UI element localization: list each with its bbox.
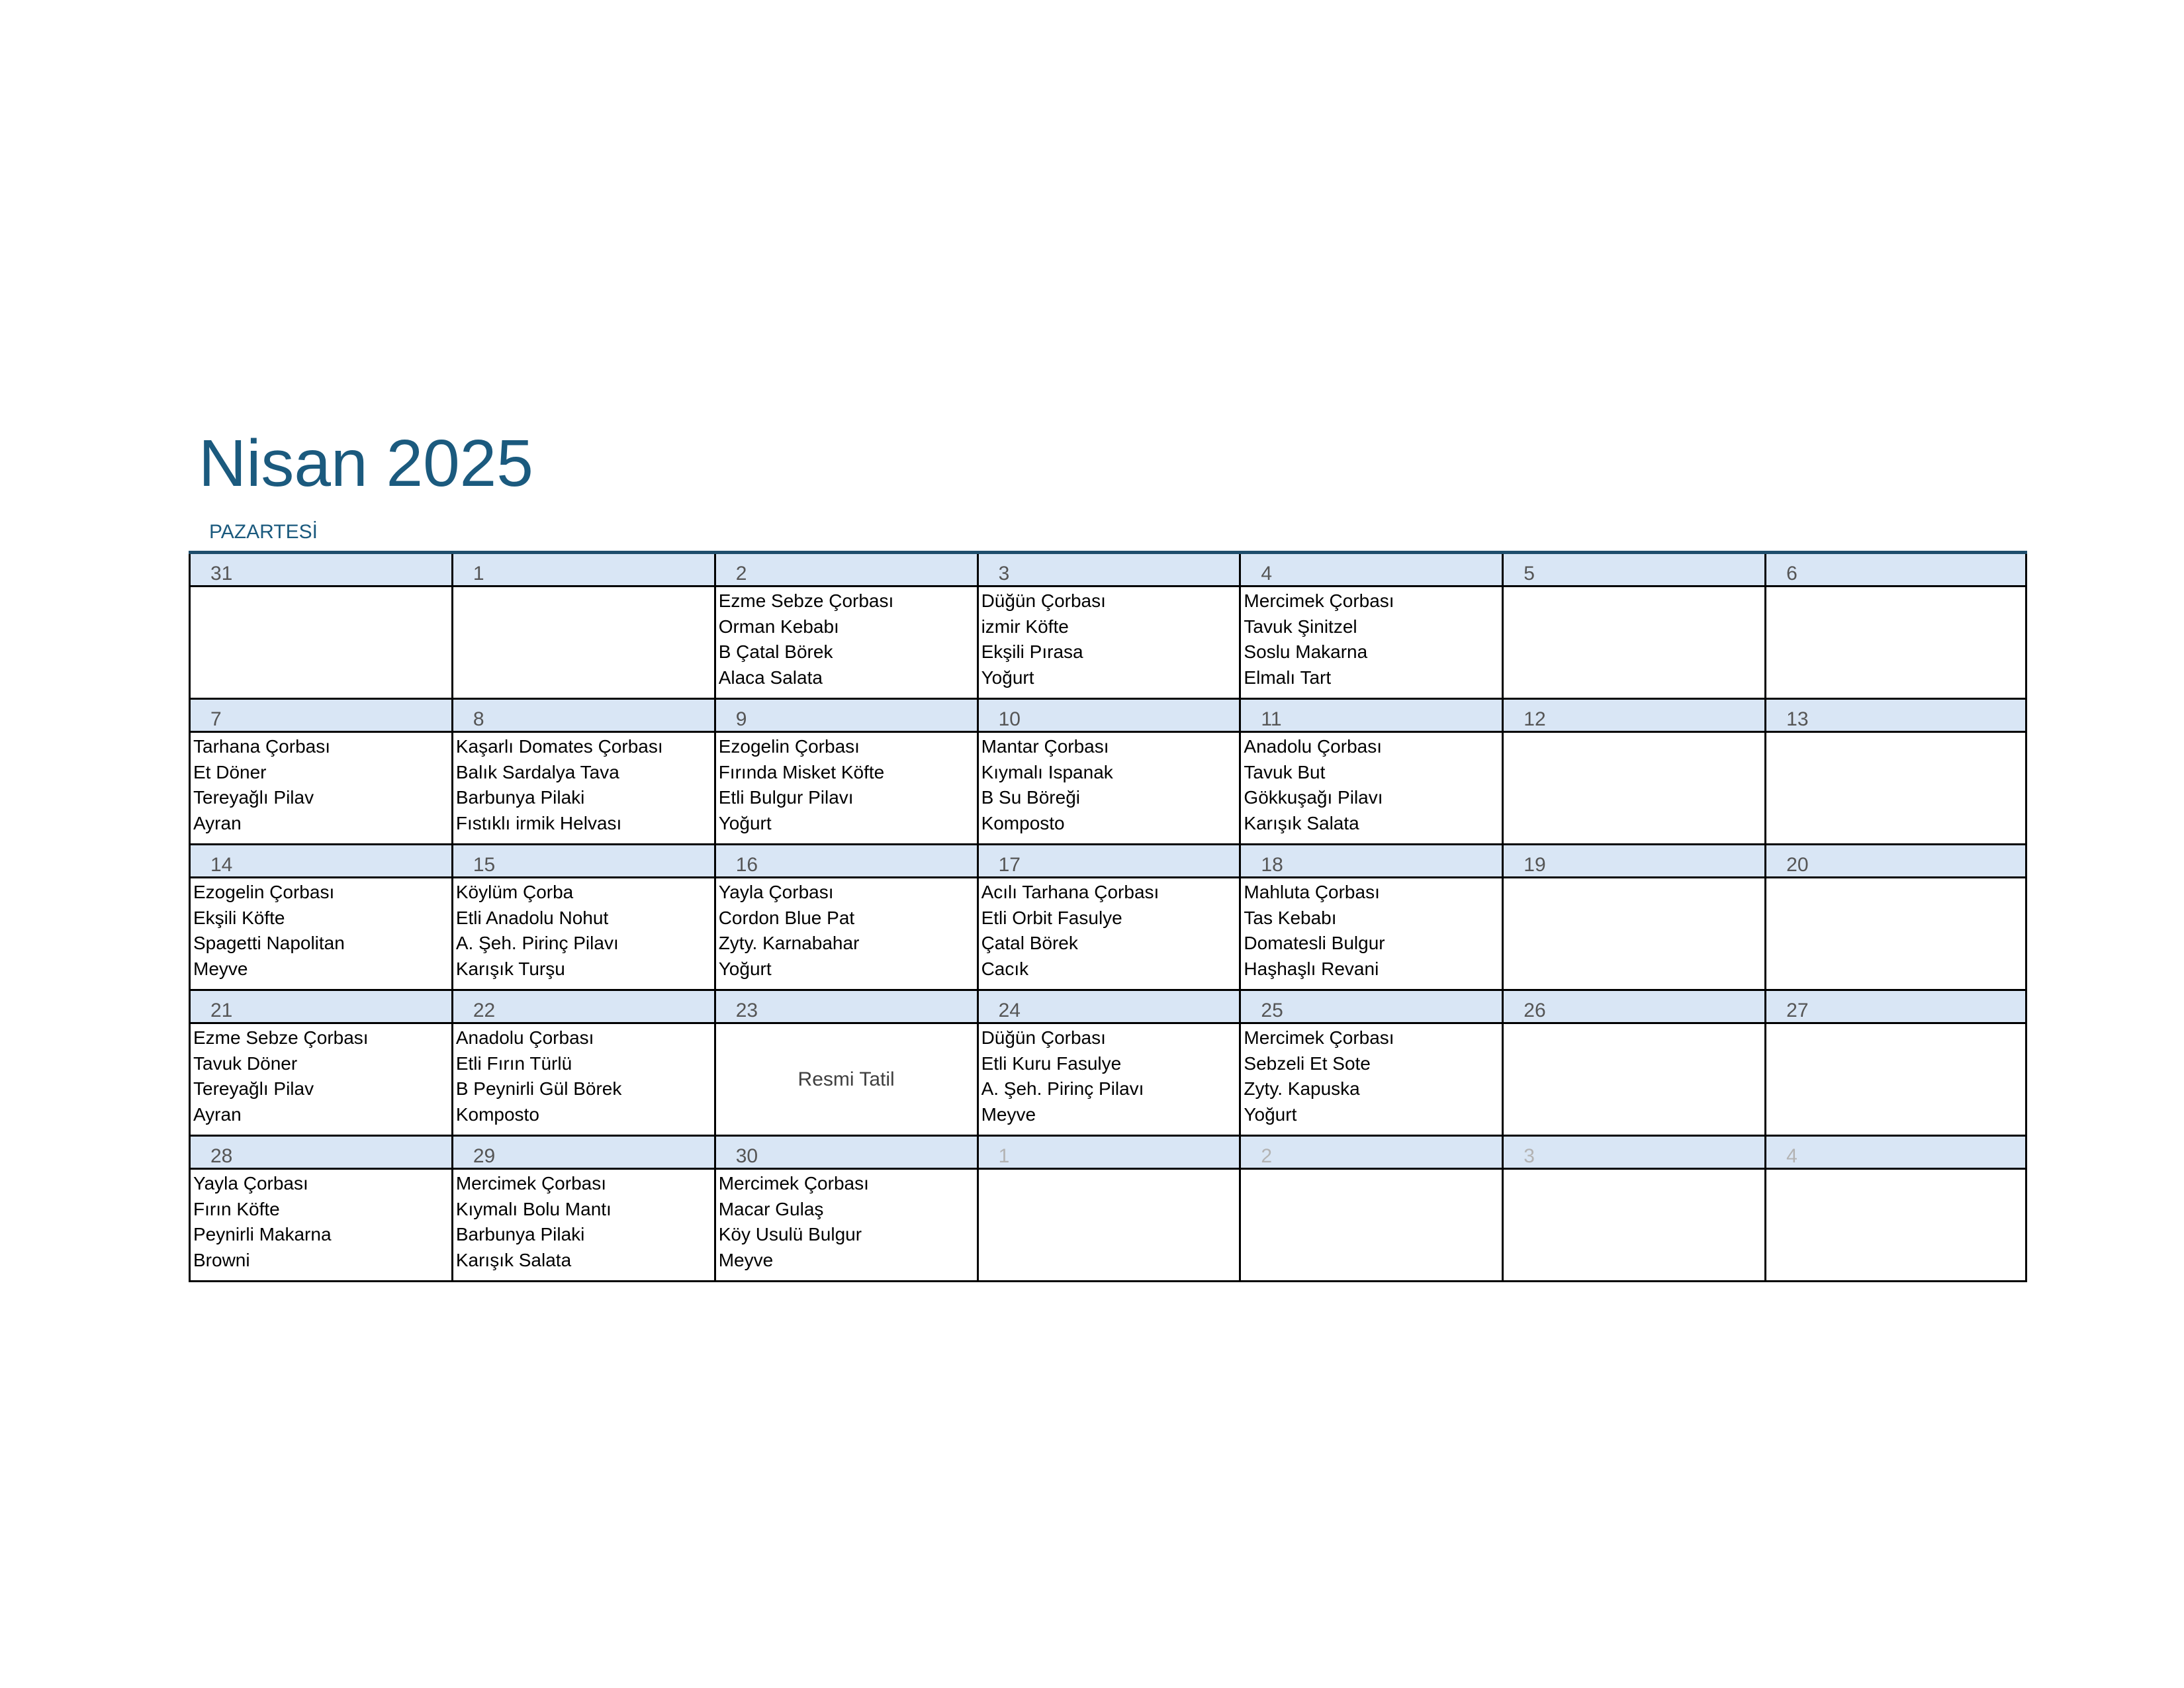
menu-item: izmir Köfte — [981, 616, 1069, 637]
day-cell[interactable] — [977, 845, 1240, 991]
date-number: 8 — [473, 708, 484, 730]
menu-item: Karışık Salata — [1244, 812, 1359, 833]
date-header — [979, 700, 1240, 733]
menu-item: Meyve — [718, 1249, 774, 1270]
date-number: 23 — [735, 1000, 758, 1021]
day-cell[interactable] — [451, 554, 714, 700]
menu-item: Sebzeli Et Sote — [1244, 1053, 1371, 1074]
date-header — [1241, 845, 1502, 878]
date-header — [716, 991, 977, 1024]
date-number: 22 — [473, 1000, 496, 1021]
date-header — [1241, 991, 1502, 1024]
date-header — [1766, 991, 2025, 1024]
date-number: 26 — [1524, 1000, 1546, 1021]
date-number: 17 — [998, 854, 1021, 876]
menu-item: Etli Bulgur Pilavı — [718, 787, 854, 808]
menu-item: Tas Kebabı — [1244, 907, 1337, 928]
menu-item: Barbunya Pilaki — [455, 1224, 585, 1244]
menu-item: Karışık Turşu — [455, 958, 565, 979]
menu-item: Spagetti Napolitan — [193, 933, 345, 953]
date-number: 13 — [1786, 708, 1809, 730]
menu-list — [456, 1171, 711, 1273]
date-number: 14 — [210, 854, 233, 876]
menu-item: Cordon Blue Pat — [718, 907, 855, 928]
date-number: 18 — [1261, 854, 1283, 876]
day-cell[interactable] — [189, 845, 451, 991]
date-number: 10 — [998, 708, 1021, 730]
menu-list — [456, 734, 711, 836]
day-cell[interactable] — [714, 845, 977, 991]
menu-item: Ezogelin Çorbası — [193, 882, 335, 902]
menu-item: Yayla Çorbası — [193, 1173, 308, 1194]
menu-item: Acılı Tarhana Çorbası — [981, 882, 1160, 902]
menu-item: Düğün Çorbası — [981, 590, 1106, 611]
day-cell[interactable] — [714, 554, 977, 700]
menu-item: Komposto — [455, 1103, 539, 1125]
date-header — [191, 554, 451, 587]
menu-item: Tereyağlı Pilav — [193, 1078, 314, 1099]
menu-item: A. Şeh. Pirinç Pilavı — [455, 933, 619, 953]
menu-item: Et Döner — [193, 761, 267, 782]
date-header — [716, 700, 977, 733]
date-number: 30 — [735, 1145, 758, 1167]
date-header — [453, 554, 714, 587]
menu-item: Yoğurt — [1244, 1103, 1297, 1125]
day-cell[interactable] — [977, 554, 1240, 700]
menu-item: Mercimek Çorbası — [1244, 1027, 1394, 1048]
date-header — [191, 700, 451, 733]
menu-item: Fırın Köfte — [193, 1198, 280, 1219]
day-cell[interactable] — [714, 991, 977, 1137]
day-cell[interactable] — [1764, 554, 2027, 700]
date-header — [716, 1137, 977, 1170]
menu-list — [1244, 734, 1499, 836]
menu-list — [981, 1025, 1237, 1127]
date-number: 16 — [735, 854, 758, 876]
date-number: 3 — [1524, 1145, 1535, 1167]
day-cell[interactable] — [1239, 554, 1502, 700]
menu-list — [193, 1025, 449, 1127]
day-cell[interactable] — [977, 700, 1240, 845]
date-header — [716, 845, 977, 878]
date-header — [191, 845, 451, 878]
menu-item: Çatal Börek — [981, 933, 1078, 953]
date-header — [1504, 845, 1764, 878]
menu-item: Balık Sardalya Tava — [455, 761, 619, 782]
menu-item: B Su Böreği — [981, 787, 1080, 808]
menu-list — [719, 880, 974, 982]
menu-item: Köylüm Çorba — [455, 882, 574, 902]
menu-item: Anadolu Çorbası — [1244, 736, 1382, 757]
menu-item: Yoğurt — [718, 958, 772, 979]
date-header — [453, 845, 714, 878]
menu-item: B Peynirli Gül Börek — [455, 1078, 622, 1099]
day-cell[interactable] — [451, 700, 714, 845]
menu-item: Peynirli Makarna — [193, 1224, 332, 1244]
menu-item: Ekşili Köfte — [193, 907, 285, 928]
day-cell[interactable] — [1502, 700, 1764, 845]
menu-item: Ekşili Pırasa — [981, 641, 1083, 662]
holiday-note: Resmi Tatil — [797, 1068, 895, 1090]
date-header — [191, 1137, 451, 1170]
menu-item: Elmalı Tart — [1244, 667, 1332, 688]
menu-item: B Çatal Börek — [718, 641, 833, 662]
date-header — [1241, 554, 1502, 587]
menu-list — [981, 880, 1237, 982]
menu-item: Barbunya Pilaki — [455, 787, 585, 808]
menu-item: Kıymalı Ispanak — [981, 761, 1113, 782]
date-number: 11 — [1261, 708, 1282, 730]
date-header — [453, 700, 714, 733]
date-number: 28 — [210, 1145, 233, 1167]
menu-list — [981, 734, 1237, 836]
day-cell[interactable] — [1239, 845, 1502, 991]
menu-list — [193, 734, 449, 836]
menu-item: Cacık — [981, 958, 1029, 979]
menu-list — [193, 1171, 449, 1273]
day-cell[interactable] — [451, 991, 714, 1137]
menu-item: Gökkuşağı Pilavı — [1244, 787, 1383, 808]
menu-item: Yoğurt — [981, 667, 1034, 688]
menu-item: Düğün Çorbası — [981, 1027, 1106, 1048]
menu-item: Etli Anadolu Nohut — [455, 907, 609, 928]
menu-item: Etli Fırın Türlü — [455, 1053, 572, 1074]
menu-item: Yoğurt — [718, 812, 772, 833]
menu-item: Kaşarlı Domates Çorbası — [455, 736, 663, 757]
menu-item: Anadolu Çorbası — [455, 1027, 594, 1048]
menu-item: Mantar Çorbası — [981, 736, 1109, 757]
date-number: 1 — [998, 1145, 1010, 1167]
day-cell[interactable] — [977, 991, 1240, 1137]
day-cell[interactable] — [1239, 700, 1502, 845]
day-cell[interactable] — [1239, 991, 1502, 1137]
menu-item: Meyve — [193, 958, 248, 979]
day-cell[interactable] — [1502, 991, 1764, 1137]
date-header — [979, 554, 1240, 587]
date-header — [1241, 700, 1502, 733]
day-cell[interactable] — [1764, 700, 2027, 845]
day-cell[interactable] — [977, 1137, 1240, 1282]
weekday-label: PAZARTESİ — [209, 521, 318, 543]
menu-list — [193, 880, 449, 982]
menu-item: Mercimek Çorbası — [718, 1173, 869, 1194]
date-number: 29 — [473, 1145, 496, 1167]
date-header — [1766, 700, 2025, 733]
menu-item: Meyve — [981, 1103, 1036, 1125]
menu-item: A. Şeh. Pirinç Pilavı — [981, 1078, 1144, 1099]
day-cell[interactable] — [714, 1137, 977, 1282]
day-cell[interactable] — [1239, 1137, 1502, 1282]
menu-item: Ezme Sebze Çorbası — [718, 590, 894, 611]
date-number: 6 — [1786, 563, 1797, 585]
menu-item: Mercimek Çorbası — [455, 1173, 607, 1194]
day-cell[interactable] — [189, 991, 451, 1137]
menu-list — [719, 588, 974, 690]
date-number: 9 — [735, 708, 747, 730]
day-cell[interactable] — [1764, 845, 2027, 991]
day-cell[interactable] — [451, 845, 714, 991]
day-cell[interactable] — [189, 1137, 451, 1282]
date-number: 19 — [1524, 854, 1546, 876]
date-header — [1504, 1137, 1764, 1170]
menu-item: Fıstıklı irmik Helvası — [455, 812, 622, 833]
date-number: 15 — [473, 854, 496, 876]
date-number: 7 — [210, 708, 222, 730]
menu-list — [1244, 1025, 1499, 1127]
date-number: 1 — [473, 563, 484, 585]
day-cell[interactable] — [189, 554, 451, 700]
day-cell[interactable] — [1502, 554, 1764, 700]
date-header — [1504, 700, 1764, 733]
menu-item: Etli Kuru Fasulye — [981, 1053, 1122, 1074]
menu-item: Tarhana Çorbası — [193, 736, 331, 757]
menu-item: Tereyağlı Pilav — [193, 787, 314, 808]
menu-item: Komposto — [981, 812, 1065, 833]
menu-item: Tavuk Döner — [193, 1053, 298, 1074]
page-title: Nisan 2025 — [199, 426, 533, 500]
day-cell[interactable] — [714, 700, 977, 845]
menu-item: Haşhaşlı Revani — [1244, 958, 1379, 979]
date-header — [191, 991, 451, 1024]
menu-list — [719, 1171, 974, 1273]
date-header — [1766, 845, 2025, 878]
menu-item: Zyty. Kapuska — [1244, 1078, 1360, 1099]
date-header — [1241, 1137, 1502, 1170]
date-number: 21 — [210, 1000, 233, 1021]
menu-item: Etli Orbit Fasulye — [981, 907, 1122, 928]
date-number: 12 — [1524, 708, 1546, 730]
menu-item: Ayran — [193, 812, 242, 833]
date-number: 4 — [1261, 563, 1273, 585]
menu-item: Mercimek Çorbası — [1244, 590, 1394, 611]
menu-item: Alaca Salata — [718, 667, 823, 688]
menu-item: Mahluta Çorbası — [1244, 882, 1380, 902]
day-cell[interactable] — [1764, 991, 2027, 1137]
day-cell[interactable] — [451, 1137, 714, 1282]
menu-item: Yayla Çorbası — [718, 882, 834, 902]
date-number: 3 — [998, 563, 1010, 585]
menu-item: Tavuk But — [1244, 761, 1326, 782]
date-number: 24 — [998, 1000, 1021, 1021]
menu-item: Ezme Sebze Çorbası — [193, 1027, 369, 1048]
menu-list — [719, 734, 974, 836]
menu-item: Domatesli Bulgur — [1244, 933, 1385, 953]
menu-item: Soslu Makarna — [1244, 641, 1368, 662]
menu-item: Orman Kebabı — [718, 616, 839, 637]
day-cell[interactable] — [189, 700, 451, 845]
menu-item: Karışık Salata — [455, 1249, 572, 1270]
menu-list — [1244, 880, 1499, 982]
date-number: 27 — [1786, 1000, 1809, 1021]
date-number: 25 — [1261, 1000, 1283, 1021]
date-number: 2 — [735, 563, 747, 585]
menu-item: Fırında Misket Köfte — [718, 761, 885, 782]
day-cell[interactable] — [1502, 845, 1764, 991]
date-header — [979, 1137, 1240, 1170]
date-header — [1504, 554, 1764, 587]
menu-list — [981, 588, 1237, 690]
date-number: 5 — [1524, 563, 1535, 585]
menu-item: Ayran — [193, 1103, 242, 1125]
date-header — [716, 554, 977, 587]
menu-item: Kıymalı Bolu Mantı — [455, 1198, 612, 1219]
menu-list — [456, 1025, 711, 1127]
menu-item: Köy Usulü Bulgur — [718, 1224, 862, 1244]
date-number: 4 — [1786, 1145, 1797, 1167]
day-cell[interactable] — [1502, 1137, 1764, 1282]
date-header — [1766, 554, 2025, 587]
menu-item: Browni — [193, 1249, 250, 1270]
date-number: 31 — [210, 563, 233, 585]
date-number: 2 — [1261, 1145, 1273, 1167]
calendar-grid — [189, 551, 2027, 1282]
menu-list — [456, 880, 711, 982]
date-number: 20 — [1786, 854, 1809, 876]
day-cell[interactable] — [1764, 1137, 2027, 1282]
menu-item: Tavuk Şinitzel — [1244, 616, 1357, 637]
date-header — [1766, 1137, 2025, 1170]
menu-item: Macar Gulaş — [718, 1198, 824, 1219]
date-header — [979, 845, 1240, 878]
menu-item: Zyty. Karnabahar — [718, 933, 860, 953]
menu-list — [1244, 588, 1499, 690]
menu-item: Ezogelin Çorbası — [718, 736, 860, 757]
date-header — [453, 991, 714, 1024]
date-header — [1504, 991, 1764, 1024]
date-header — [979, 991, 1240, 1024]
date-header — [453, 1137, 714, 1170]
